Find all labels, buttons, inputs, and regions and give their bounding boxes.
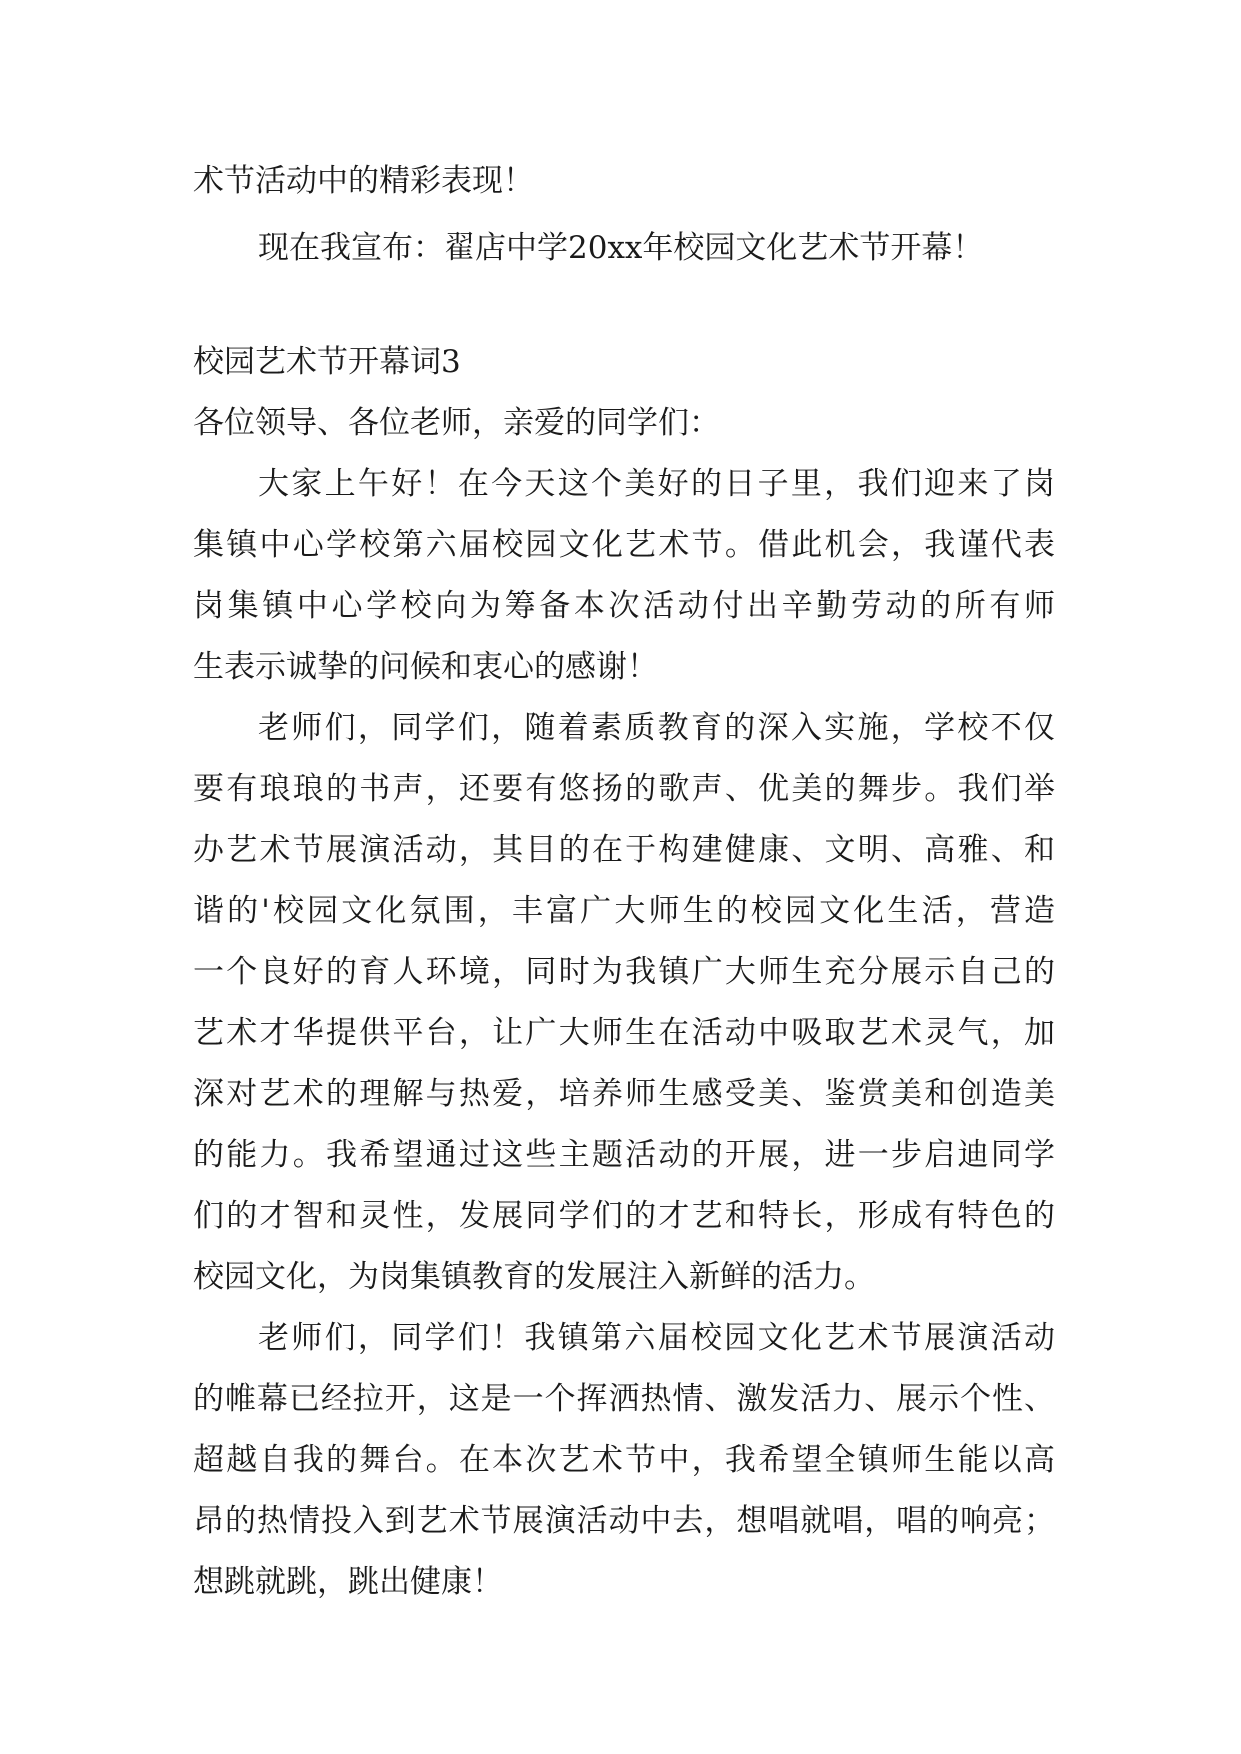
text-line: 超越自我的舞台。在本次艺术节中，我希望全镇师生能以高 [193,1442,1055,1478]
text-line: 大家上午好！在今天这个美好的日子里，我们迎来了岗 [258,466,1055,502]
text-line: 老师们，同学们！我镇第六届校园文化艺术节展演活动 [258,1320,1055,1356]
text-line: 的帷幕已经拉开，这是一个挥洒热情、激发活力、展示个性、 [193,1381,1055,1417]
text-line: 的能力。我希望通过这些主题活动的开展，进一步启迪同学 [193,1137,1055,1173]
text-line: 一个良好的育人环境，同时为我镇广大师生充分展示自己的 [193,954,1055,990]
text-line: 现在我宣布：翟店中学20xx年校园文化艺术节开幕！ [258,230,984,266]
text-line: 艺术才华提供平台，让广大师生在活动中吸取艺术灵气，加 [193,1015,1055,1051]
text-line: 办艺术节展演活动，其目的在于构建健康、文明、高雅、和 [193,832,1055,868]
text-line: 谐的'校园文化氛围，丰富广大师生的校园文化生活，营造 [193,893,1055,929]
text-line: 昂的热情投入到艺术节展演活动中去，想唱就唱，唱的响亮； [193,1503,1055,1539]
text-line: 生表示诚挚的问候和衷心的感谢！ [193,649,658,685]
section-title: 校园艺术节开幕词3 [193,344,461,380]
text-line: 想跳就跳，跳出健康！ [193,1564,503,1600]
text-line: 集镇中心学校第六届校园文化艺术节。借此机会，我谨代表 [193,527,1055,563]
text-line: 要有琅琅的书声，还要有悠扬的歌声、优美的舞步。我们举 [193,771,1055,807]
salutation: 各位领导、各位老师，亲爱的同学们： [193,405,720,441]
text-line: 们的才智和灵性，发展同学们的才艺和特长，形成有特色的 [193,1198,1055,1234]
text-line: 术节活动中的精彩表现！ [193,163,534,199]
text-line: 深对艺术的理解与热爱，培养师生感受美、鉴赏美和创造美 [193,1076,1055,1112]
text-line: 老师们，同学们，随着素质教育的深入实施，学校不仅 [258,710,1055,746]
text-line: 校园文化，为岗集镇教育的发展注入新鲜的活力。 [193,1259,875,1295]
text-line: 岗集镇中心学校向为筹备本次活动付出辛勤劳动的所有师 [193,588,1055,624]
